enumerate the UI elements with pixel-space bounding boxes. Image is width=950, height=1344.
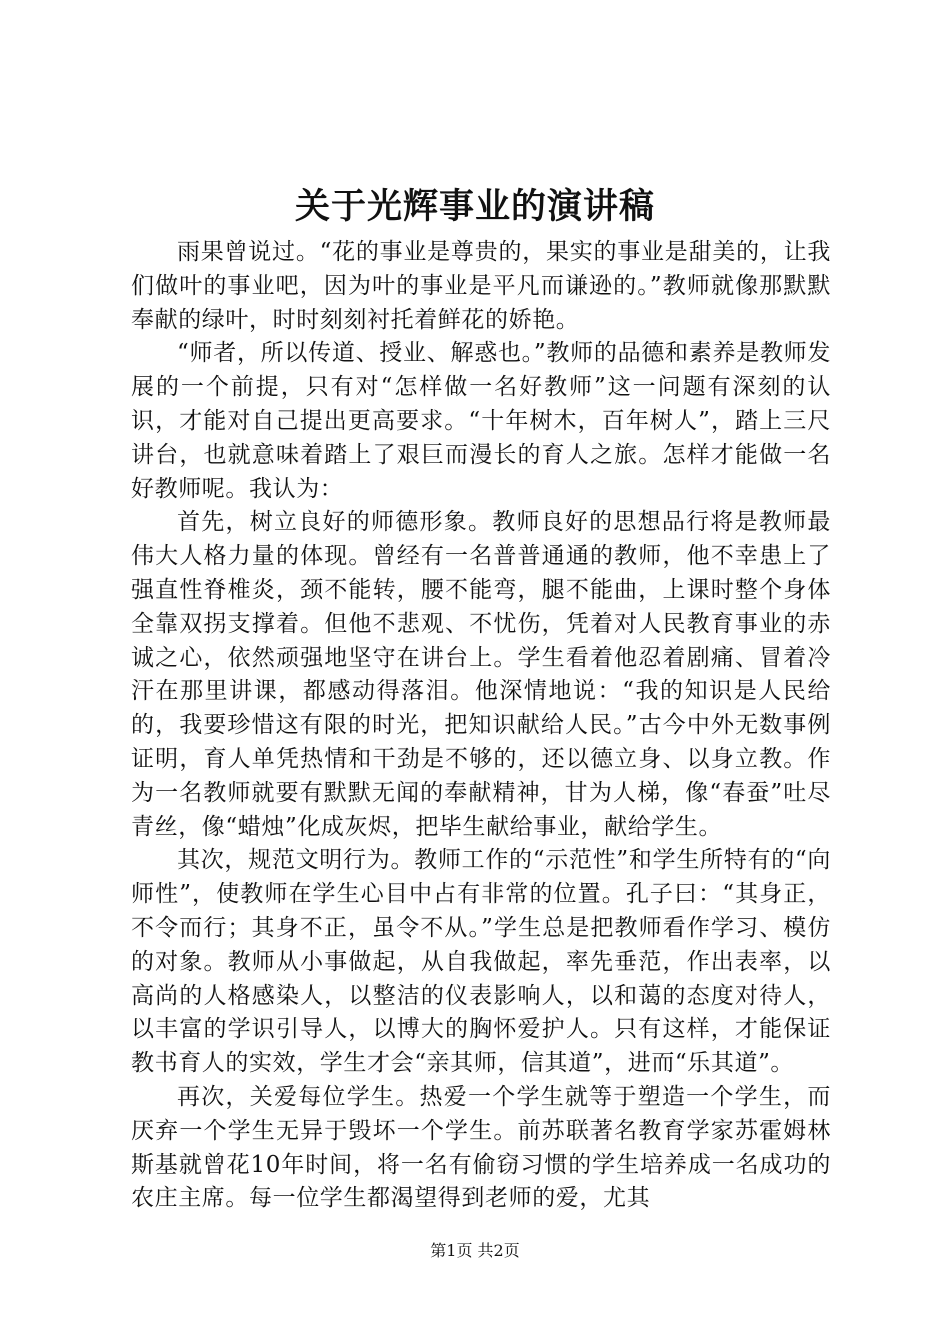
document-title: 关于光辉事业的演讲稿 <box>294 186 655 227</box>
document-body <box>131 236 831 1216</box>
paragraph-1: 雨果曾说过。“花的事业是尊贵的，果实的事业是甜美的，让我们做叶的事业吧，因为叶的事业是平凡而谦逊的。”教师就像那默默奉献的绿叶，时时刻刻衬托着鲜花的娇艳。 <box>131 239 831 333</box>
paragraph-3: 首先，树立良好的师德形象。教师良好的思想品行将是教师最伟大人格力量的体现。曾经有一名普普通通的教师，他不幸患上了强直性脊椎炎，颈不能转，腰不能弯，腿不能曲，上课时整个身体全靠双拐支撑着。但他不悲观、不忧伤，凭着对人民教育事业的赤诚之心，依然顽强地坚守在讲台上。学生看着他忍着剧痛、冒着冷汗在那里讲课，都感动得落泪。他深情地说：“我的知识是人民给的，我要珍惜这有限的时光，把知识献给人民。”古今中外无数事例证明，育人单凭热情和干劲是不够的，还以德立身、以身立教。作为一名教师就要有默默无闻的奉献精神，甘为人梯，像“春蚕”吐尽青丝，像“蜡烛”化成灰烬，把毕生献给事业，献给学生。 <box>131 509 831 840</box>
paragraph-4: 其次，规范文明行为。教师工作的“示范性”和学生所特有的“向师性”，使教师在学生心目中占有非常的位置。孔子曰：“其身正，不令而行；其身不正，虽令不从。”学生总是把教师看作学习、模仿的对象。教师从小事做起，从自我做起，率先垂范，作出表率，以高尚的人格感染人，以整洁的仪表影响人，以和蔼的态度对待人，以丰富的学识引导人，以博大的胸怀爱护人。只有这样，才能保证教书育人的实效，学生才会“亲其师，信其道”，进而“乐其道”。 <box>131 847 831 1077</box>
paragraph-5: 再次，关爱每位学生。热爱一个学生就等于塑造一个学生，而厌弃一个学生无异于毁坏一个学生。前苏联著名教育学家苏霍姆林斯基就曾花10年时间，将一名有偷窃习惯的学生培养成一名成功的农庄主席。每一位学生都渴望得到老师的爱，尤其 <box>131 1083 831 1212</box>
page-number-footer: 第1页 共2页 <box>430 1241 520 1260</box>
paragraph-2: “师者，所以传道、授业、解惑也。”教师的品德和素养是教师发展的一个前提，只有对“怎样做一名好教师”这一问题有深刻的认识，才能对自己提出更高要求。“十年树木，百年树人”，踏上三尺讲台，也就意味着踏上了艰巨而漫长的育人之旅。怎样才能做一名好教师呢。我认为： <box>131 340 831 502</box>
